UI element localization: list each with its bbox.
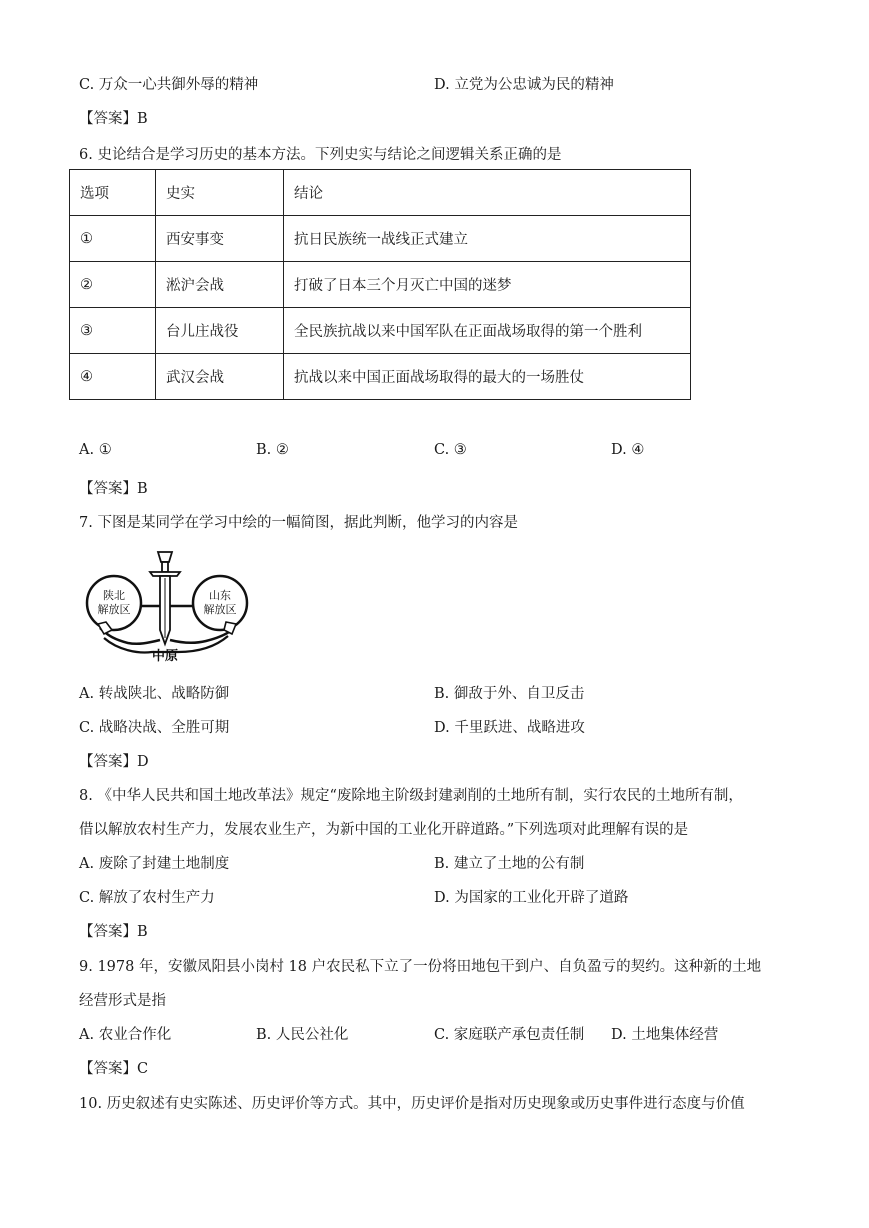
table-header-cell: 选项 [70, 170, 156, 216]
q6-option-d: D. ④ [611, 442, 645, 458]
q6-answer: 【答案】B [79, 481, 148, 497]
table-cell: 全民族抗战以来中国军队在正面战场取得的第一个胜利 [284, 308, 691, 354]
q6-option-a: A. ① [79, 442, 112, 458]
q6-option-c: C. ③ [434, 442, 467, 458]
q10-stem-line1: 10. 历史叙述有史实陈述、历史评价等方式。其中，历史评价是指对历史现象或历史事件进行态度与价值 [79, 1096, 745, 1112]
table-header-cell: 史实 [156, 170, 284, 216]
table-cell: ④ [70, 354, 156, 400]
table-row [70, 262, 691, 308]
q7-diagram [78, 548, 308, 664]
q8-option-c: C. 解放了农村生产力 [79, 890, 215, 906]
q7-option-b: B. 御敌于外、自卫反击 [434, 686, 585, 702]
q7-option-d: D. 千里跃进、战略进攻 [434, 720, 585, 736]
q7-option-c: C. 战略决战、全胜可期 [79, 720, 230, 736]
table-cell: 台儿庄战役 [156, 308, 284, 354]
table-cell: 抗战以来中国正面战场取得的最大的一场胜仗 [284, 354, 691, 400]
table-cell: 西安事变 [156, 216, 284, 262]
sword-hilt-icon [158, 552, 172, 562]
table-cell: ③ [70, 308, 156, 354]
q9-option-b: B. 人民公社化 [256, 1027, 349, 1043]
q8-option-b: B. 建立了土地的公有制 [434, 856, 585, 872]
q6-option-b: B. ② [256, 442, 289, 458]
q7-option-a: A. 转战陕北、战略防御 [79, 686, 230, 702]
q8-option-d: D. 为国家的工业化开辟了道路 [434, 890, 629, 906]
q6-table [69, 169, 691, 400]
q8-answer: 【答案】B [79, 924, 148, 940]
left-circle-line1: 陕北 [103, 589, 125, 602]
center-label: 中原 [151, 649, 179, 664]
left-circle-line2: 解放区 [97, 603, 131, 616]
q9-stem-line2: 经营形式是指 [79, 993, 166, 1009]
q5-option-d: D. 立党为公忠诚为民的精神 [434, 77, 614, 93]
table-row [70, 354, 691, 400]
table-cell: ② [70, 262, 156, 308]
table-cell: 打破了日本三个月灭亡中国的迷梦 [284, 262, 691, 308]
q9-option-a: A. 农业合作化 [79, 1027, 172, 1043]
q5-option-c: C. 万众一心共御外辱的精神 [79, 77, 259, 93]
q7-answer: 【答案】D [79, 754, 149, 770]
q9-option-c: C. 家庭联产承包责任制 [434, 1027, 585, 1043]
q8-option-a: A. 废除了封建土地制度 [79, 856, 230, 872]
table-header-row [70, 170, 691, 216]
q7-stem: 7. 下图是某同学在学习中绘的一幅简图，据此判断，他学习的内容是 [79, 515, 518, 531]
table-cell: ① [70, 216, 156, 262]
right-circle-line2: 解放区 [203, 603, 237, 616]
table-header-cell: 结论 [284, 170, 691, 216]
q8-stem-line2: 借以解放农村生产力，发展农业生产，为新中国的工业化开辟道路。”下列选项对此理解有误的是 [79, 822, 689, 838]
table-row [70, 216, 691, 262]
right-circle-line1: 山东 [209, 589, 231, 602]
q6-stem: 6. 史论结合是学习历史的基本方法。下列史实与结论之间逻辑关系正确的是 [79, 147, 562, 163]
q9-option-d: D. 土地集体经营 [611, 1027, 719, 1043]
q9-stem-line1: 9. 1978 年，安徽凤阳县小岗村 18 户农民私下立了一份将田地包干到户、自负盈亏的契约。这种新的土地 [79, 959, 762, 975]
q5-answer: 【答案】B [79, 111, 148, 127]
table-cell: 武汉会战 [156, 354, 284, 400]
q8-stem-line1: 8. 《中华人民共和国土地改革法》规定“废除地主阶级封建剥削的土地所有制，实行农民的土地所有制， [79, 788, 743, 804]
q9-answer: 【答案】C [79, 1061, 149, 1077]
table-cell: 淞沪会战 [156, 262, 284, 308]
table-cell: 抗日民族统一战线正式建立 [284, 216, 691, 262]
table-row [70, 308, 691, 354]
